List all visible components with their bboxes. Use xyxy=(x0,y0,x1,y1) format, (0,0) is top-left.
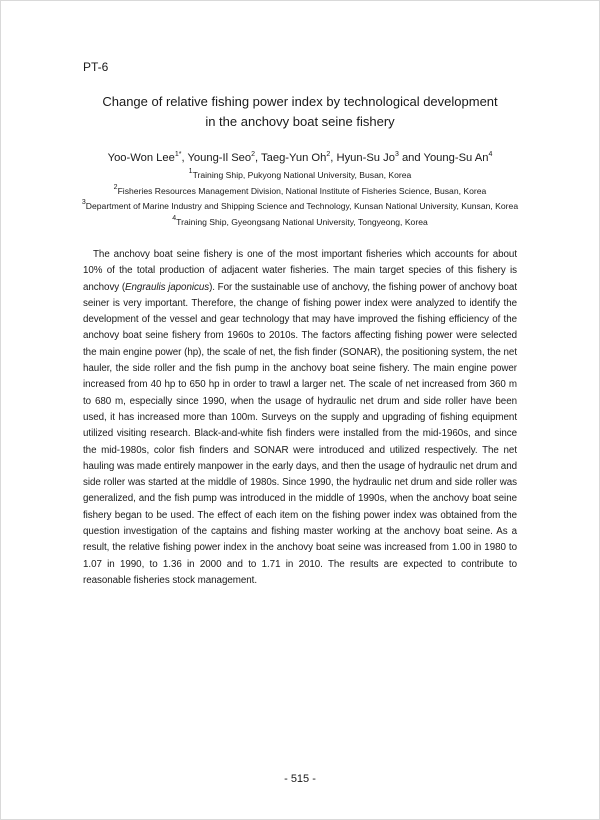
author-affil-mark: 4 xyxy=(488,151,493,158)
affiliation-mark: 1 xyxy=(188,168,193,175)
abstract-text-part-1: The anchovy boat seine fishery is one of the most important fisheries which accounts for about 10% of the total production of adjacent water fisheries. The main target species of this fishery is anchovy ( xyxy=(83,249,517,293)
affiliation-list xyxy=(30,168,570,230)
author-affil-mark: 3 xyxy=(394,151,399,158)
affiliation-mark: 2 xyxy=(113,183,118,191)
author-name: Young-Su An xyxy=(423,152,489,164)
author-affil-mark: 2 xyxy=(251,151,256,158)
affiliation-mark: 3 xyxy=(81,199,86,207)
author-affil-mark: 2 xyxy=(326,151,331,158)
affiliation xyxy=(30,168,570,184)
species-name: Engraulis japonicus xyxy=(125,281,210,293)
affiliation-text: Training Ship, Gyeongsang National University, Tongyeong, Korea xyxy=(176,216,428,227)
affiliation-mark: 4 xyxy=(172,214,177,222)
affiliation-text: Fisheries Resources Management Division, National Institute of Fisheries Science, Busan, Korea xyxy=(117,185,487,196)
author-affil-mark: 1* xyxy=(174,151,182,158)
affiliation xyxy=(30,215,570,231)
author-name: Hyun-Su Jo xyxy=(336,152,395,164)
page-number: - 515 - xyxy=(284,773,316,785)
author-name: Taeg-Yun Oh xyxy=(261,152,327,164)
author-list xyxy=(40,152,560,164)
author-separator: , xyxy=(181,152,188,164)
session-code: PT-6 xyxy=(83,60,109,74)
author-separator: , xyxy=(255,152,262,164)
affiliation xyxy=(30,184,570,200)
affiliation xyxy=(30,199,570,215)
paper-title xyxy=(60,92,540,132)
title-line-1: Change of relative fishing power index by technological development xyxy=(102,94,498,109)
author-name: Young-Il Seo xyxy=(187,152,252,164)
affiliation-text: Department of Marine Industry and Shipping Science and Technology, Kunsan National University, Kunsan, Korea xyxy=(85,201,519,212)
author-name: Yoo-Won Lee xyxy=(107,152,175,164)
abstract-body xyxy=(83,247,517,589)
affiliation-text: Training Ship, Pukyong National University, Busan, Korea xyxy=(192,170,412,180)
author-separator: , xyxy=(330,152,337,164)
author-separator: and xyxy=(398,152,424,164)
title-line-2: in the anchovy boat seine fishery xyxy=(205,114,395,129)
abstract-text-part-2: ). For the sustainable use of anchovy, the fishing power of anchovy boat seiner is very important. Therefore, the change of fishing power index were analyzed to identify the development of the vessel and gear technology that may have improved the fishing efficiency of the anchovy boat seine fishery from 1960s to 2010s. The factors affecting fishing power were selected the main engine power (hp), the scale of net, the fish finder (SONAR), the positioning system, the net hauler, the side roller and the fish pump in the anchovy boat seine fishery. The main engine power increased from 40 hp to 650 hp in order to trawl a larger net. The scale of net increased from 360 m to 680 m, especially since 1990, when the usage of hydraulic net drum and side roller have been used, it has increased more than 100m. Surveys on the supply and upgrading of fishing equipment utilized visiting research. Black-and-white fish finders were installed from the mid-1960s, and since the mid-1980s, color fish finders and SONAR were introduced and utilized respectively. The net hauling was made entirely manpower in the early days, and then the usage of hydraulic net drum and side roller was started at the middle of 1980s. Since 1990, the hydraulic net drum and side roller was generalized, and the fish pump was introduced in the middle of 1990s, when the anchovy boat seine fishery began to be used. The effect of each item on the fishing power index was obtained from the question investigation of the captains and fishing master working at the anchovy boat seine. As a result, the relative fishing power index in the anchovy boat seine was increased from 1.00 in 1980 to 1.07 in 1990, to 1.36 in 2000 and to 1.71 in 2010. The results are expected to contribute to reasonable fisheries stock management. xyxy=(83,281,517,586)
